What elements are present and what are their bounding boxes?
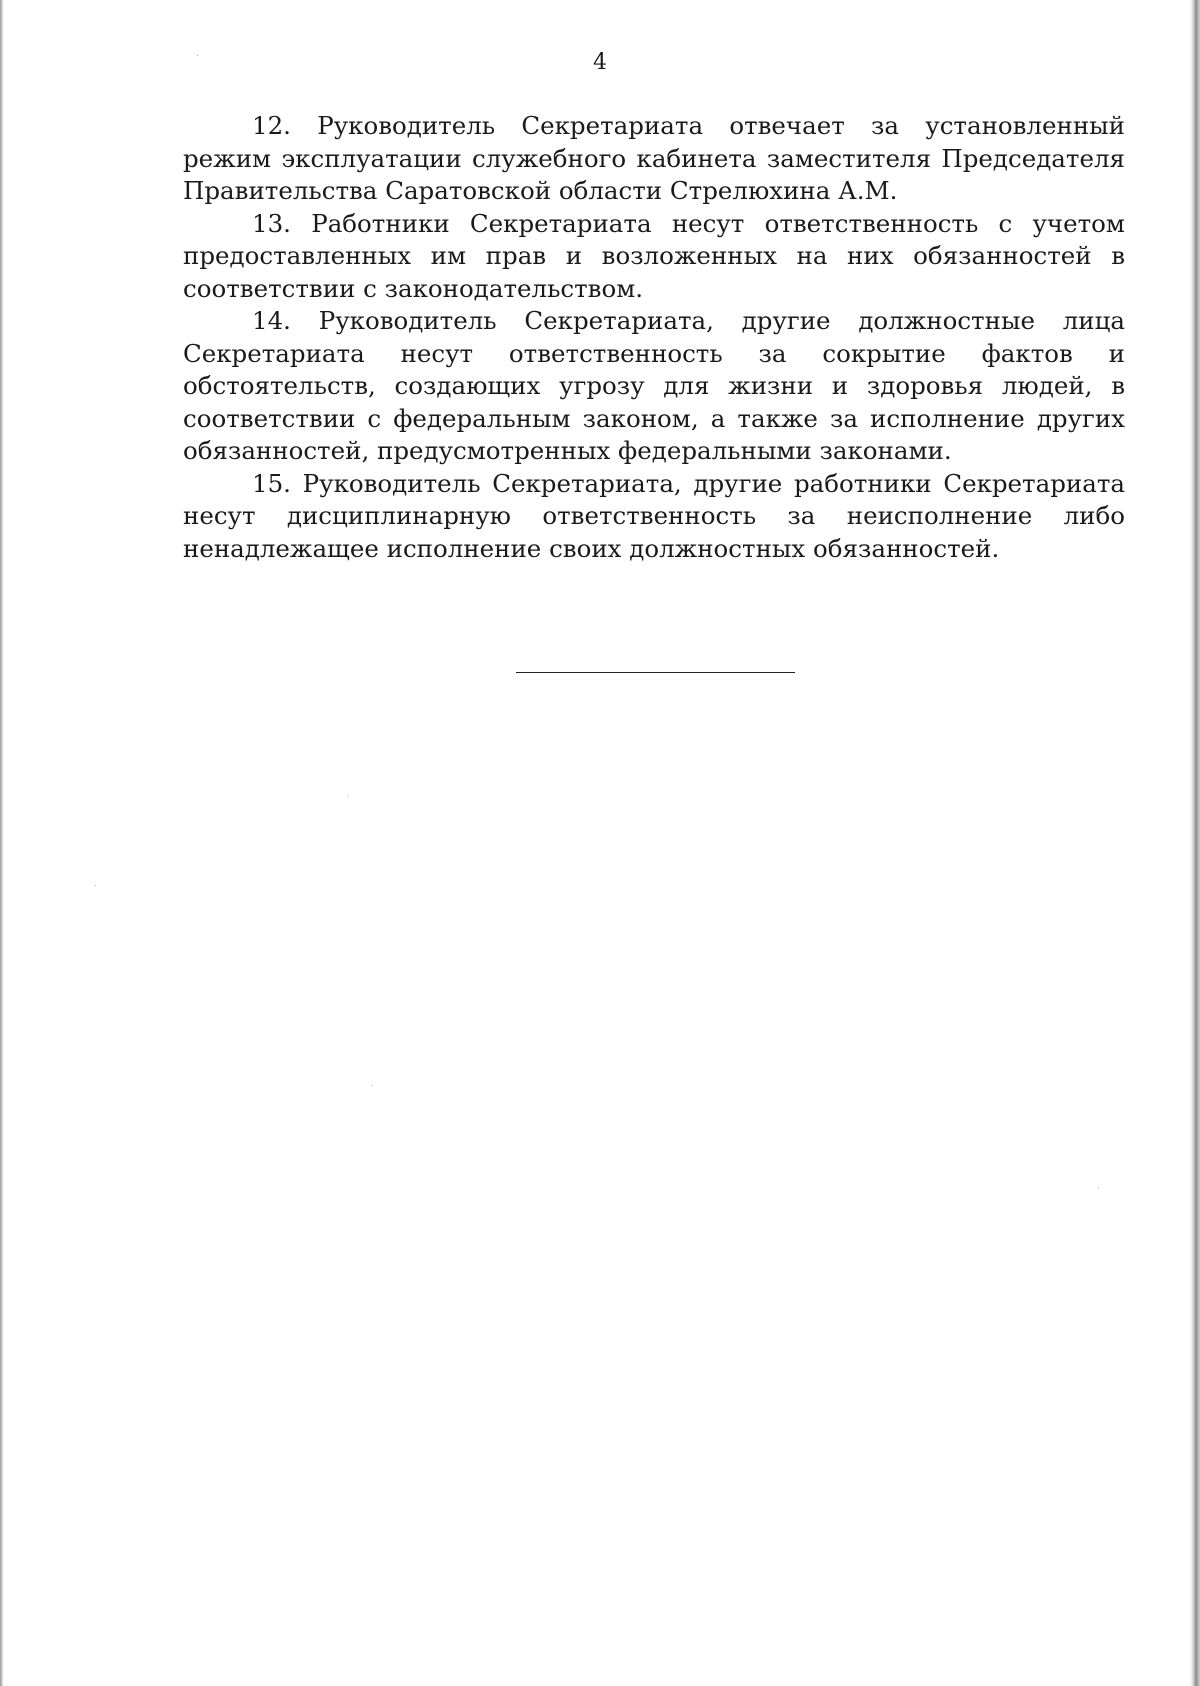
paragraph-14: 14. Руководитель Секретариата, другие должностные лица Секретариата несут ответственность за сокрытие фактов и обстоятельств, создающих угрозу для жизни и здоровья людей, в соответствии с федеральным законом, а также за исполнение других обязанностей, предусмотренных федеральными законами.: [183, 306, 1125, 465]
paragraph-13: 13. Работники Секретариата несут ответственность с учетом предоставленных им прав и возложенных на них обязанностей в соответствии с законодательством.: [183, 208, 1125, 303]
document-body: [183, 110, 1125, 565]
scan-speck: [348, 795, 349, 796]
paragraph-12: 12. Руководитель Секретариата отвечает за установленный режим эксплуатации служебного кабинета заместителя Председателя Правительства Саратовской области Стрелюхина А.М.: [183, 111, 1125, 205]
scan-speck: [372, 1085, 373, 1086]
scan-left-edge: [0, 0, 3, 1686]
scan-speck: [95, 885, 96, 886]
scan-speck: [197, 55, 198, 56]
page-number: 4: [593, 50, 607, 75]
scan-speck: [1098, 1187, 1099, 1188]
end-of-document-rule: [516, 672, 795, 673]
paragraph-15: 15. Руководитель Секретариата, другие работники Секретариата несут дисциплинарную ответственность за неисполнение либо ненадлежащее исполнение своих должностных обязанностей.: [183, 468, 1125, 563]
scan-right-edge: [1190, 0, 1200, 1686]
